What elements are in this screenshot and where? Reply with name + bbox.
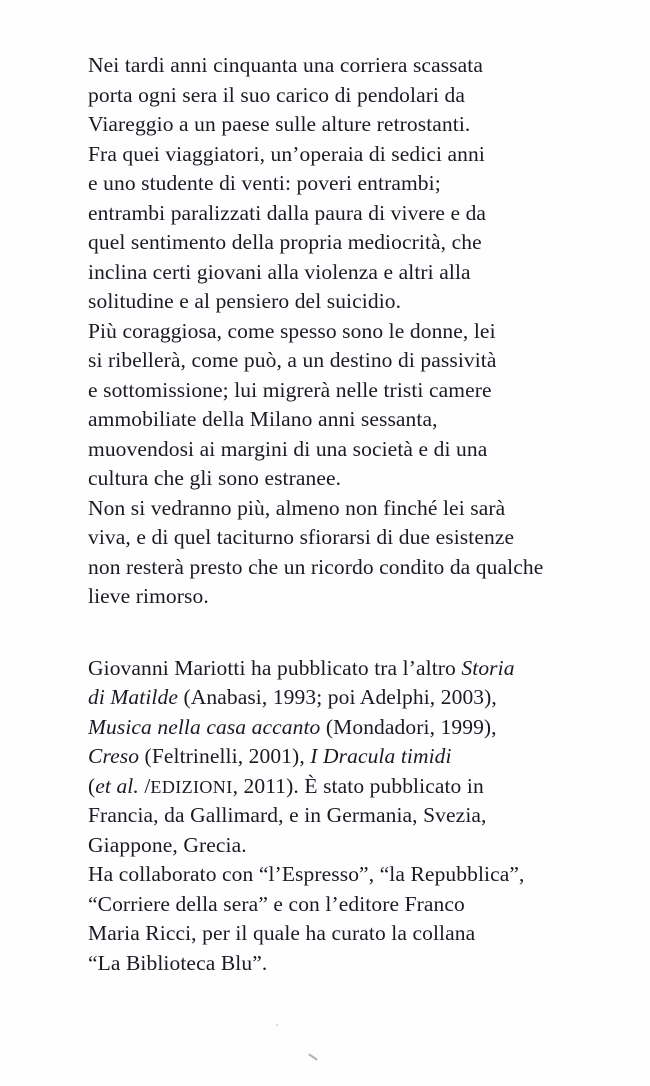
scan-speck: [276, 1024, 278, 1026]
bio-line: Giappone, Grecia.: [88, 832, 247, 857]
synopsis-line: non resterà presto che un ricordo condito da qualche: [88, 554, 544, 579]
bio-text: (: [88, 773, 96, 798]
author-bio-paragraph: [88, 654, 628, 979]
synopsis-line: entrambi paralizzati dalla paura di vivere e da: [88, 200, 487, 225]
bio-line: [88, 654, 628, 684]
bio-line: “La Biblioteca Blu”.: [88, 950, 268, 975]
book-title-creso: Creso: [88, 744, 140, 768]
synopsis-line: Nei tardi anni cinquanta una corriera scassata: [88, 53, 484, 77]
publisher-edizioni: EDIZIONI: [150, 776, 233, 797]
bio-line: [88, 772, 628, 802]
synopsis-line: cultura che gli sono estranee.: [88, 466, 342, 490]
synopsis-line: inclina certi giovani alla violenza e altri alla: [88, 259, 471, 284]
synopsis-line: quel sentimento della propria mediocrità, che: [88, 230, 482, 254]
synopsis-line: Viareggio a un paese sulle alture retrostanti.: [88, 112, 471, 136]
synopsis-line: e uno studente di venti: poveri entrambi;: [88, 171, 441, 195]
bio-text: /: [138, 773, 151, 798]
synopsis-line: e sottomissione; lui migrerà nelle tristi camere: [88, 377, 492, 402]
synopsis-line: Non si vedranno più, almeno non finché lei sarà: [88, 495, 506, 520]
bio-text: Giovanni Mariotti ha pubblicato tra l’altro: [88, 655, 462, 680]
synopsis-line: si ribellerà, come può, a un destino di passività: [88, 348, 497, 372]
bio-text: (Feltrinelli, 2001),: [139, 744, 311, 768]
synopsis-line: ammobiliate della Milano anni sessanta,: [88, 407, 438, 431]
book-title-i-dracula-timidi: I Dracula timidi: [310, 744, 452, 768]
bio-text: (Anabasi, 1993; poi Adelphi, 2003),: [177, 685, 497, 709]
book-flap-text: [88, 51, 628, 978]
bio-line: Maria Ricci, per il quale ha curato la collana: [88, 921, 476, 945]
synopsis-line: porta ogni sera il suo carico di pendolari da: [88, 82, 466, 107]
synopsis-line: Più coraggiosa, come spesso sono le donne, lei: [88, 318, 496, 343]
book-title-storia-di-matilde-cont: di Matilde: [88, 685, 178, 709]
bio-text: (Mondadori, 1999),: [320, 714, 497, 739]
synopsis-line: muovendosi ai margini di una società e di una: [88, 436, 488, 461]
bio-line: [88, 683, 628, 713]
synopsis-line: solitudine e al pensiero del suicidio.: [88, 289, 402, 313]
book-title-storia-di-matilde: Storia: [461, 655, 515, 680]
bio-line: Ha collaborato con “l’Espresso”, “la Repubblica”,: [88, 862, 525, 886]
bio-line: [88, 742, 628, 772]
publisher-et-al: et al.: [95, 773, 139, 798]
bio-text: , 2011). È stato pubblicato in: [232, 773, 484, 798]
book-title-musica-nella-casa-accanto: Musica nella casa accanto: [88, 714, 321, 739]
scan-mark: [308, 1053, 317, 1060]
bio-line: “Corriere della sera” e con l’editore Franco: [88, 891, 465, 916]
bio-line: Francia, da Gallimard, e in Germania, Svezia,: [88, 803, 487, 827]
synopsis-line: lieve rimorso.: [88, 584, 209, 608]
bio-line: [88, 713, 628, 743]
synopsis-paragraph: [88, 51, 628, 612]
synopsis-line: viva, e di quel taciturno sfiorarsi di due esistenze: [88, 525, 515, 549]
synopsis-line: Fra quei viaggiatori, un’operaia di sedici anni: [88, 141, 485, 166]
